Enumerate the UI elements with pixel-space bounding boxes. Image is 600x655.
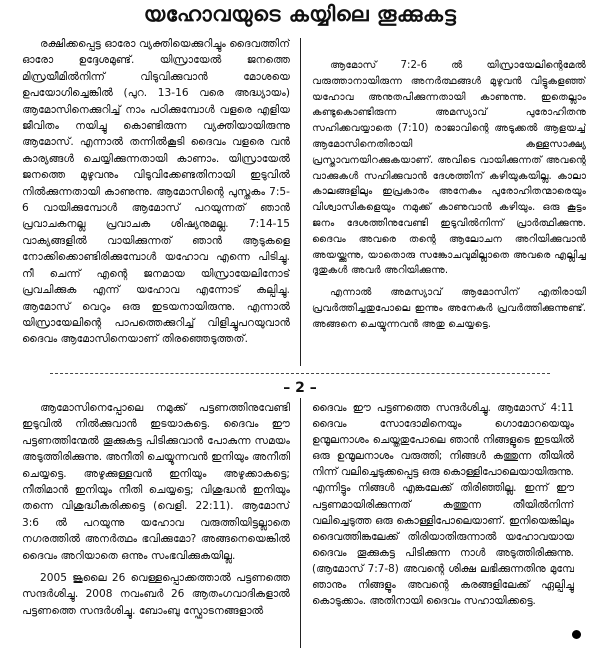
- paragraph: എന്നാൽ അമസ്യാവ് ആമോസിന് എതിരായി പ്രവർത്തിച്ചതുപോലെ ഇന്നും അനേകർ പ്രവർത്തിക്കുന്നുണ്ട്. അങ്ങനെ ചെയ്യുന്നവൻ അതു ചെയ്യട്ടെ.: [312, 287, 586, 330]
- top-left-column: [22, 36, 290, 366]
- end-mark-icon: [572, 630, 581, 639]
- paragraph: ആമോസ് 7:2-6 ൽ യിസ്രായേലിന്റെമേൽ വരുത്താനായിരുന്ന അനർത്ഥങ്ങൾ മുഴുവൻ വിട്ടുകളഞ്ഞ് യഹോവ അനുതപിക്കുന്നതായി കാണുന്നു. ഇതെല്ലാം കണ്ടുകൊണ്ടിരുന്ന അമസ്യാവ് പുരോഹിതനു സഹിക്കവയ്യാതെ (7:10) രാജാവിന്റെ അടുക്കൽ ആളയച്ച് ആമോസിനെതിരായി കള്ളസാക്ഷ്യ പ്രസ്താവനയിറക്കുകയാണ്. അവിടെ വായിക്കുന്നത് അവന്റെ വാക്കുകൾ സഹിക്കുവാൻ ദേശത്തിന് കഴിയുകയില്ല. കാലാ കാലങ്ങളിലും ഇപ്രകാരം അനേകം പുരോഹിതന്മാരെയും വിശ്വാസികളെയും നമുക്ക് കാണുവാൻ കഴിയും. ഒരു കൂട്ടം ജനം ദേശത്തിനുവേണ്ടി ഇടുവിൽനിന്ന് പ്രാർത്ഥിക്കുന്നു. ദൈവം അവരെ തന്റെ ആലോചന അറിയിക്കുവാൻ അയയ്ക്കുന്നു, യാതൊരു സങ്കോചവുമില്ലാതെ അവരെ എല്ലിച്ച ദൂതുകൾ അവർ അറിയിക്കുന്നു.: [312, 60, 586, 277]
- page-title: യഹോവയുടെ കയ്യിലെ തൂക്കുകട്ട: [143, 2, 457, 26]
- top-right-column: [312, 58, 586, 368]
- column-rule-bottom: [300, 398, 301, 648]
- bottom-right-column: [312, 400, 574, 648]
- paragraph: ആമോസിനെപ്പോലെ നമുക്ക് പട്ടണത്തിനുവേണ്ടി ഇടുവിൽ നിൽക്കുവാൻ ഇടയാകട്ടെ. ദൈവം ഈ പട്ടണത്തിന്മേൽ തൂക്കുകട്ട പിടിക്കുവാൻ പോകുന്ന സമയം അടുത്തിരിക്കുന്നു. അനീതി ചെയ്യുന്നവൻ ഇനിയും അനീതി ചെയ്യട്ടെ. അഴുക്കുള്ളവൻ ഇനിയും അഴുക്കാകട്ടെ; നീതിമാൻ ഇനിയും നീതി ചെയ്യട്ടെ; വിശുദ്ധൻ ഇനിയും തന്നെ വിശുദ്ധീകരിക്കട്ടെ (വെളി. 22:11). ആമോസ് 3:6 ൽ പറയുന്നു യഹോവ വരുത്തിയിട്ടല്ലാതെ നഗരത്തിൽ അനർത്ഥം ഭവിക്കുമോ? അങ്ങനെയെങ്കിൽ ദൈവം അറിയാതെ ഒന്നും സംഭവിക്കുകയില്ല.: [22, 402, 290, 562]
- bottom-left-column: [22, 400, 290, 648]
- paragraph: ദൈവം ഈ പട്ടണത്തെ സന്ദർശിച്ചു. ആമോസ് 4:11 ദൈവം സോദോമിനെയും ഗൊമോറയെയും ഉന്മൂലനാശം ചെയ്തതുപോലെ ഞാൻ നിങ്ങളുടെ ഇടയിൽ ഒരു ഉന്മൂലനാശം വരുത്തി; നിങ്ങൾ കത്തുന്ന തീയിൽ നിന്ന് വലിച്ചെടുക്കപ്പെട്ട ഒരു കൊള്ളിപോലെയായിരുന്നു. എന്നിട്ടും നിങ്ങൾ എങ്കലേക്ക് തിരിഞ്ഞില്ല. ഇന്ന് ഈ പട്ടണമായിരിക്കുന്നത് കത്തുന്ന തീയിൽനിന്ന് വലിച്ചെടുത്ത ഒരു കൊള്ളിപോലെയാണ്. ഇനിയെങ്കിലും ദൈവത്തിങ്കലേക്ക് തിരിയാതിരുന്നാൽ യഹോവയായ ദൈവം തൂക്കുകട്ട പിടിക്കുന്ന നാൾ അടുത്തിരിക്കുന്നു. (ആമോസ് 7:7-8) അവന്റെ ശിക്ഷ ലഭിക്കുന്നതിനു മുമ്പേ ഞാനും നിങ്ങളും അവന്റെ കരങ്ങളിലേക്ക് ഏല്പിച്ചു കൊടുക്കാം. അതിനായി ദൈവം സഹായിക്കട്ടെ.: [312, 402, 574, 608]
- paragraph: രക്ഷിക്കപ്പെട്ട ഓരോ വ്യക്തിയെക്കുറിച്ചും ദൈവത്തിന് ഓരോ ഉദ്ദേശമുണ്ട്. യിസ്രായേൽ ജനത്തെ മിസ്രയീമിൽനിന്ന് വിടുവിക്കുവാൻ മോശയെ ഉപയോഗിച്ചെങ്കിൽ (പുറ. 13-16 വരെ അദ്ധ്യായം) ആമോസിനെക്കുറിച്ച് നാം പഠിക്കുമ്പോൾ വളരെ എളിയ ജീവിതം നയിച്ചു കൊണ്ടിരുന്ന വ്യക്തിയായിരുന്നു ആമോസ്. എന്നാൽ തന്നിൽകൂടി ദൈവം വളരെ വൻ കാര്യങ്ങൾ ചെയ്യിക്കുന്നതായി കാണാം. യിസ്രായേൽ ജനത്തെ മുഴുവനും വിടുവിക്കേണ്ടതിനായി ഇടുവിൽ നിൽക്കുന്നതായി കാണുന്നു. ആമോസിന്റെ പുസ്തകം 7:5-6 വായിക്കുമ്പോൾ ആമോസ് പറയുന്നത് ഞാൻ പ്രവാചകനല്ല പ്രവാചക ശിഷ്യനുമല്ല. 7:14-15 വാക്യങ്ങളിൽ വായിക്കുന്നത് ഞാൻ ആടുകളെ നോക്കിക്കൊണ്ടിരിക്കുമ്പോൾ യഹോവ എന്നെ പിടിച്ചു. നീ ചെന്ന് എന്റെ ജനമായ യിസ്രായേലിനോട് പ്രവചിക്കുക എന്ന് യഹോവ എന്നോട് കല്പിച്ചു. ആമോസ് വെറും ഒരു ഇടയനായിരുന്നു. എന്നാൽ യിസ്രായേലിന്റെ പാപത്തെക്കുറിച്ച് വിളിച്ചുപറയുവാൻ ദൈവം ആമോസിനെയാണ് തിരഞ്ഞെടുത്തത്.: [22, 38, 290, 346]
- paragraph: 2005 ജൂലൈ 26 വെള്ളപ്പൊക്കത്താൽ പട്ടണത്തെ സന്ദർശിച്ചു. 2008 നവംബർ 26 ആതംഗവാദികളാൽ പട്ടണത്തെ സന്ദർശിച്ചു. ബോംബു സ്ഫോടനങ്ങളാൽ: [22, 572, 290, 617]
- page-number: – 2 –: [280, 380, 320, 396]
- column-rule-top: [300, 38, 301, 366]
- section-divider: [50, 373, 550, 374]
